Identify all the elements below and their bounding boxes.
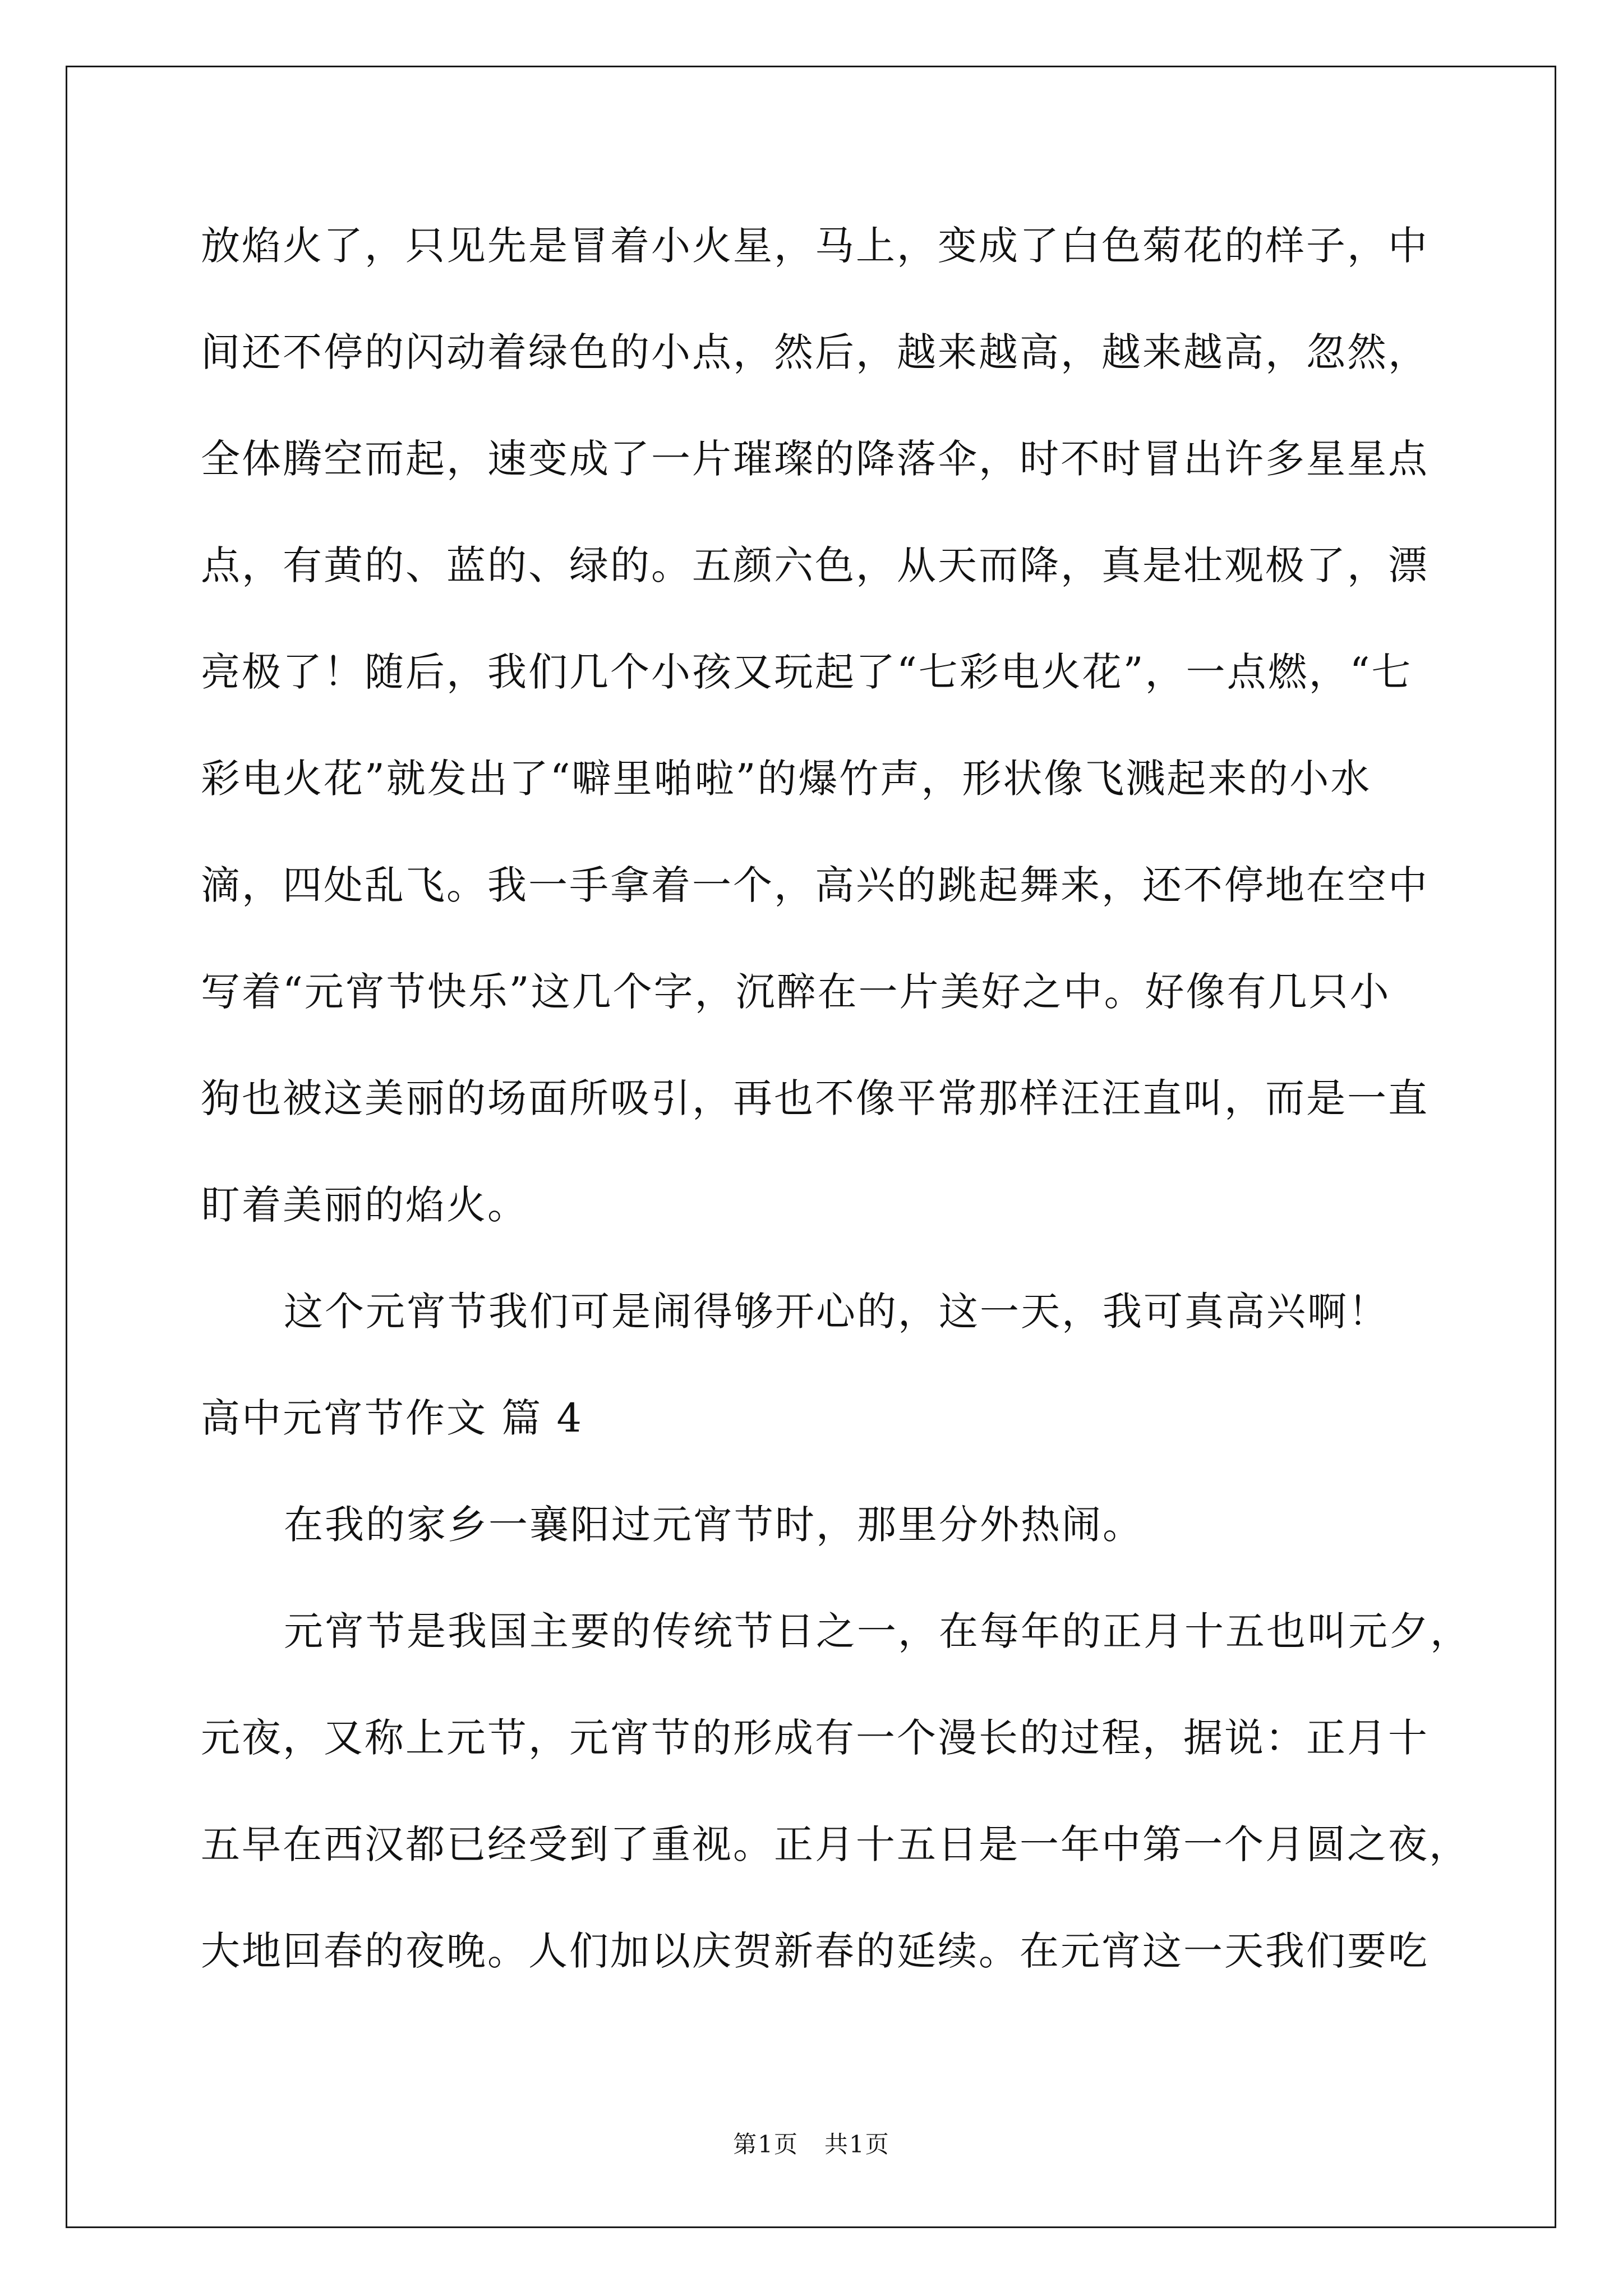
paragraph-line: 狗也被这美丽的场面所吸引，再也不像平常那样汪汪直叫，而是一直 [201, 1075, 1429, 1121]
paragraph-line: 五早在西汉都已经受到了重视。正月十五日是一年中第一个月圆之夜， [201, 1821, 1470, 1867]
paragraph-line: 亮极了！随后，我们几个小孩又玩起了“七彩电火花”，一点燃，“七 [201, 649, 1413, 695]
section-heading: 高中元宵节作文 篇 4 [201, 1395, 584, 1441]
paragraph-line: 点，有黄的、蓝的、绿的。五颜六色，从天而降，真是壮观极了，漂 [201, 542, 1429, 588]
paragraph-line: 间还不停的闪动着绿色的小点，然后，越来越高，越来越高，忽然， [201, 329, 1429, 375]
paragraph-line: 彩电火花”就发出了“噼里啪啦”的爆竹声，形状像飞溅起来的小水 [201, 756, 1372, 802]
paragraph-line: 写着“元宵节快乐”这几个字，沉醉在一片美好之中。好像有几只小 [201, 969, 1391, 1015]
paragraph-line: 大地回春的夜晚。人们加以庆贺新春的延续。在元宵这一天我们要吃 [201, 1928, 1429, 1974]
paragraph-line: 放焰火了，只见先是冒着小火星，马上，变成了白色菊花的样子，中 [201, 223, 1429, 269]
paragraph-line: 盯着美丽的焰火。 [201, 1182, 528, 1228]
paragraph-line: 元夜，又称上元节，元宵节的形成有一个漫长的过程，据说：正月十 [201, 1715, 1429, 1761]
paragraph-intro: 在我的家乡一襄阳过元宵节时，那里分外热闹。 [284, 1502, 1144, 1548]
paragraph-line: 全体腾空而起，速变成了一片璀璨的降落伞，时不时冒出许多星星点 [201, 436, 1429, 482]
document-body [201, 218, 1471, 2030]
paragraph-line: 滴，四处乱飞。我一手拿着一个，高兴的跳起舞来，还不停地在空中 [201, 862, 1429, 908]
paragraph-closing: 这个元宵节我们可是闹得够开心的，这一天，我可真高兴啊！ [284, 1289, 1389, 1335]
page-number-footer: 第1页 共1页 [733, 2131, 890, 2158]
paragraph-line: 元宵节是我国主要的传统节日之一，在每年的正月十五也叫元夕， [284, 1608, 1471, 1654]
